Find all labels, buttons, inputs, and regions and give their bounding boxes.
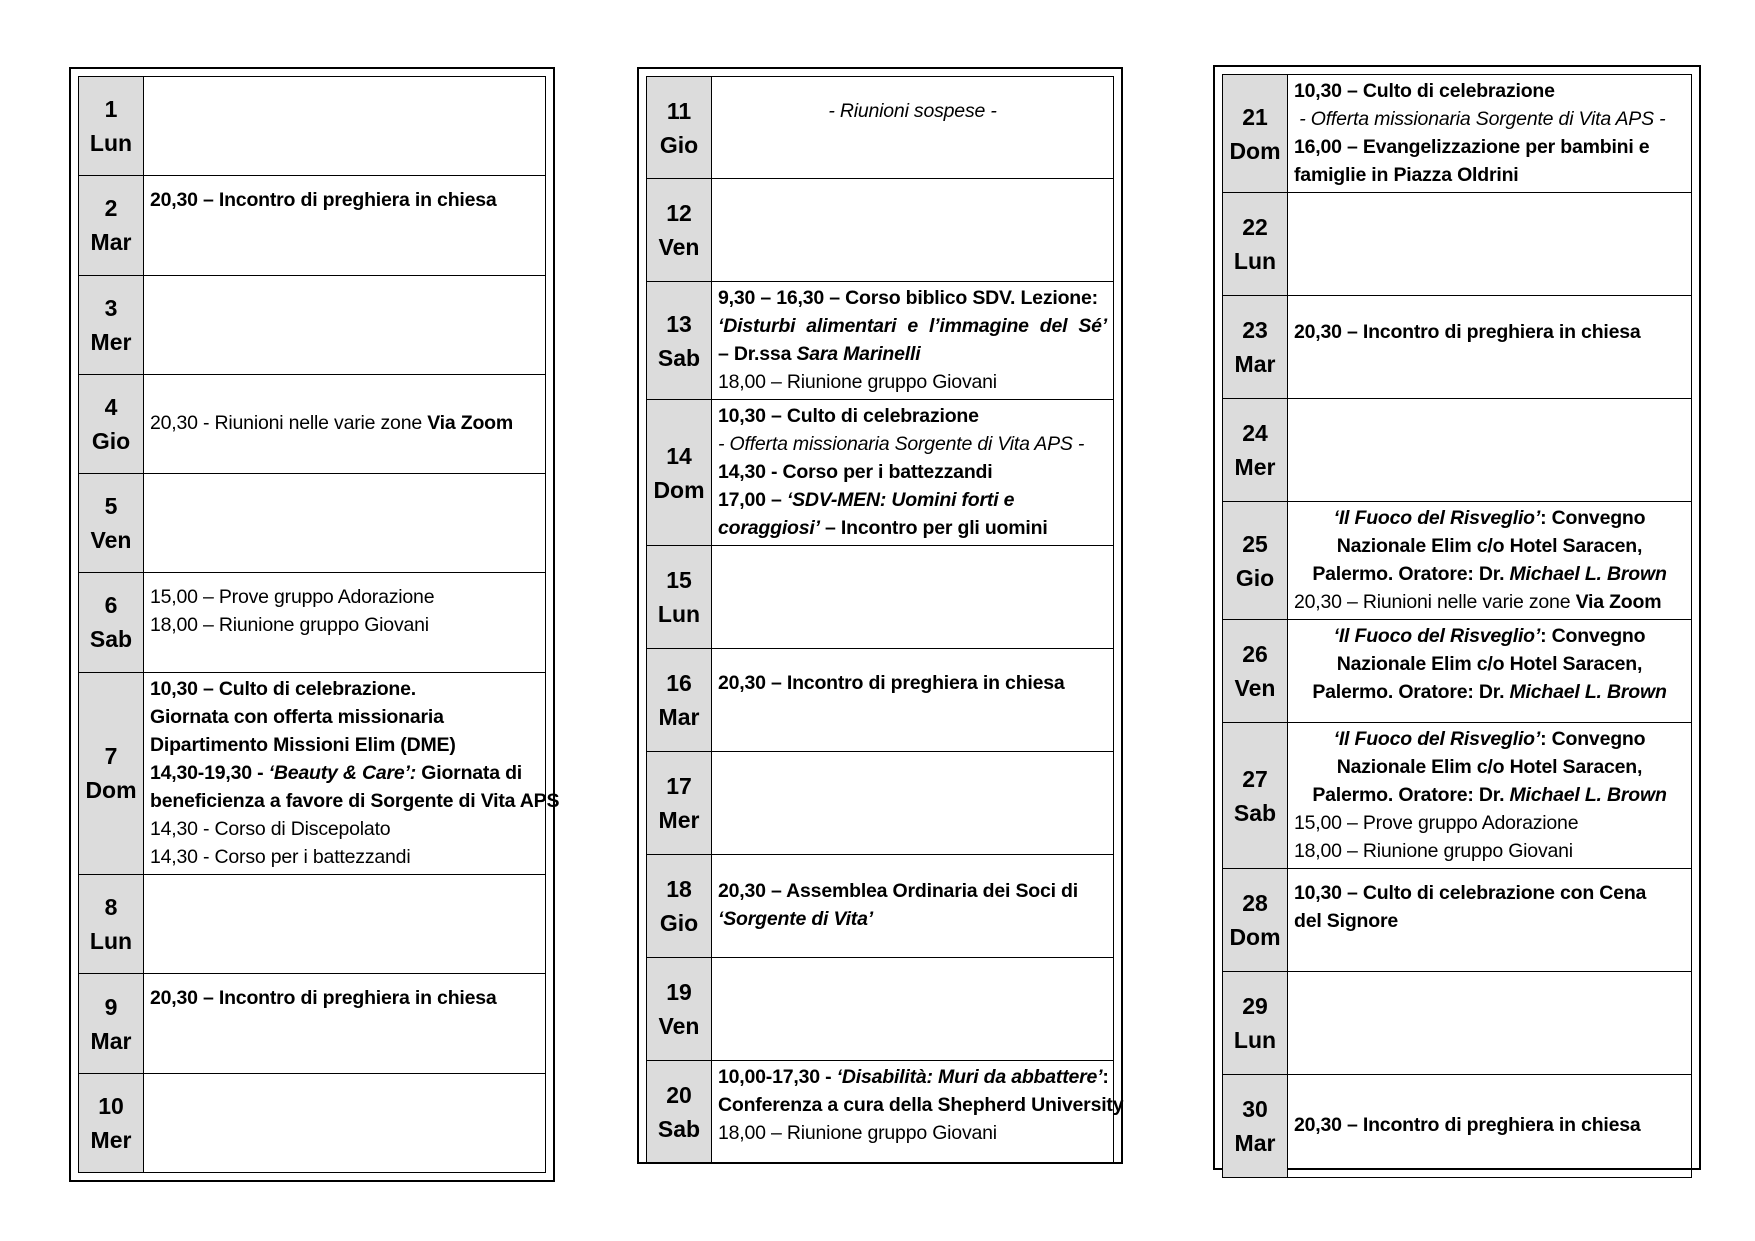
day-row	[79, 77, 546, 176]
event-line	[1294, 622, 1685, 650]
event-line: 15,00 – Prove gruppo Adorazione	[1294, 812, 1579, 834]
day-row	[647, 649, 1114, 752]
day-cell	[79, 672, 144, 875]
day-weekday: Lun	[89, 130, 133, 157]
day-row	[79, 1073, 546, 1172]
event-cell	[144, 974, 546, 1073]
day-weekday: Ven	[658, 1013, 700, 1039]
day-number: 24	[1242, 420, 1268, 446]
day-row	[1223, 502, 1692, 620]
day-number: 27	[1242, 765, 1268, 792]
day-cell	[1223, 620, 1288, 723]
day-cell	[647, 1061, 712, 1163]
day-weekday: Gio	[659, 131, 699, 158]
event-line: 18,00 – Riunione gruppo Giovani	[718, 1122, 997, 1144]
day-number: 12	[666, 200, 692, 226]
day-row	[1223, 723, 1692, 869]
day-weekday: Sab	[657, 344, 701, 371]
event-cell	[712, 179, 1114, 282]
event-line: 20,30 – Incontro di preghiera in chiesa	[1294, 1114, 1641, 1136]
day-row	[1223, 193, 1692, 296]
event-cell	[712, 546, 1114, 649]
day-weekday: Dom	[1229, 924, 1281, 950]
day-number: 21	[1242, 103, 1268, 130]
day-row	[647, 1061, 1114, 1163]
event-text: 20,30 – Riunioni nelle varie zone	[1294, 591, 1576, 613]
day-cell	[1223, 296, 1288, 399]
day-cell	[79, 1073, 144, 1172]
day-cell	[1223, 399, 1288, 502]
event-text-bold: Via Zoom	[427, 411, 514, 434]
event-line: ‘Sorgente di Vita’	[718, 908, 873, 930]
event-line: 9,30 – 16,30 – Corso biblico SDV. Lezione:	[718, 287, 1098, 309]
day-weekday: Mer	[90, 1126, 132, 1153]
day-number: 17	[666, 773, 692, 799]
day-number: 18	[666, 876, 692, 902]
day-row	[1223, 620, 1692, 723]
event-text-italic: ‘Beauty & Care’:	[268, 761, 417, 784]
day-weekday: Lun	[89, 928, 133, 955]
event-line: - Offerta missionaria Sorgente di Vita APS -	[718, 433, 1085, 455]
event-line	[1294, 560, 1685, 588]
day-number: 3	[104, 294, 118, 321]
event-line	[1294, 588, 1685, 616]
day-number: 15	[666, 567, 692, 593]
event-text-italic: ‘Il Fuoco del Risveglio’	[1333, 728, 1541, 750]
day-cell	[647, 400, 712, 546]
day-weekday: Mer	[1234, 454, 1276, 480]
event-line	[718, 1063, 1107, 1091]
event-line: 20,30 – Incontro di preghiera in chiesa	[150, 987, 497, 1010]
event-text: : Convegno	[1540, 728, 1646, 750]
event-cell	[1288, 296, 1692, 399]
day-number: 8	[104, 894, 118, 921]
day-cell	[79, 573, 144, 672]
event-cell	[144, 77, 546, 176]
day-cell	[647, 958, 712, 1061]
event-line: del Signore	[1294, 910, 1398, 932]
event-text: Palermo. Oratore: Dr.	[1312, 563, 1510, 585]
day-cell	[647, 752, 712, 855]
day-cell	[1223, 869, 1288, 972]
event-line: Dipartimento Missioni Elim (DME)	[150, 733, 456, 756]
event-text-italic: Michael L. Brown	[1509, 563, 1667, 585]
day-weekday: Gio	[1235, 564, 1275, 591]
event-line: 15,00 – Prove gruppo Adorazione	[150, 586, 435, 609]
event-line: Nazionale Elim c/o Hotel Saracen,	[1336, 653, 1643, 675]
event-text: 17,00 –	[718, 489, 787, 511]
event-text-italic: coraggiosi’	[718, 517, 820, 539]
event-line: 14,30 - Corso di Discepolato	[150, 817, 391, 840]
event-line: beneficienza a favore di Sorgente di Vita APS	[150, 789, 560, 812]
day-number: 30	[1242, 1096, 1268, 1122]
event-line: Conferenza a cura della Shepherd University	[718, 1094, 1124, 1116]
day-cell	[79, 374, 144, 473]
event-line: 16,00 – Evangelizzazione per bambini e	[1294, 136, 1650, 158]
event-line: 18,00 – Riunione gruppo Giovani	[718, 371, 997, 393]
event-text: – Incontro per gli uomini	[819, 517, 1048, 539]
day-cell	[647, 179, 712, 282]
day-number: 20	[666, 1081, 692, 1108]
event-line: 10,30 – Culto di celebrazione	[1294, 80, 1555, 102]
event-cell	[144, 474, 546, 573]
event-line	[718, 486, 1107, 514]
day-cell	[1223, 972, 1288, 1075]
day-number: 11	[666, 97, 692, 124]
event-cell	[144, 875, 546, 974]
event-text: 10,00-17,30 -	[718, 1066, 837, 1088]
event-line: famiglie in Piazza Oldrini	[1294, 164, 1519, 186]
day-weekday: Ven	[658, 234, 700, 260]
calendar-table-3	[1222, 74, 1692, 1178]
day-number: 7	[104, 743, 118, 770]
event-cell	[1288, 399, 1692, 502]
event-text: : Convegno	[1540, 507, 1646, 529]
day-number: 10	[98, 1092, 124, 1119]
day-cell	[647, 546, 712, 649]
event-line	[150, 409, 539, 437]
day-number: 25	[1242, 530, 1268, 557]
day-weekday: Gio	[659, 910, 699, 936]
day-cell	[647, 855, 712, 958]
event-cell	[144, 374, 546, 473]
event-line: 10,30 – Culto di celebrazione con Cena	[1294, 882, 1647, 904]
event-line: Nazionale Elim c/o Hotel Saracen,	[1336, 756, 1643, 778]
day-number: 16	[666, 670, 692, 696]
day-row	[1223, 972, 1692, 1075]
day-weekday: Mar	[658, 704, 700, 730]
day-row	[647, 855, 1114, 958]
event-line	[1294, 504, 1685, 532]
calendar-panel-1	[69, 67, 560, 1182]
day-cell	[79, 974, 144, 1073]
day-weekday: Ven	[90, 527, 132, 554]
event-cell	[712, 752, 1114, 855]
day-weekday: Mer	[658, 807, 700, 833]
day-number: 5	[104, 493, 118, 520]
day-row	[647, 752, 1114, 855]
day-weekday: Gio	[91, 427, 131, 454]
event-text: 20,30 - Riunioni nelle varie zone	[150, 411, 428, 434]
day-weekday: Sab	[657, 1115, 701, 1142]
event-text-italic: ‘Il Fuoco del Risveglio’	[1333, 625, 1541, 647]
day-cell	[79, 176, 144, 275]
day-weekday: Ven	[1234, 675, 1276, 701]
event-cell	[1288, 620, 1692, 723]
day-row	[1223, 1075, 1692, 1178]
event-text-italic: Michael L. Brown	[1509, 784, 1667, 806]
day-weekday: Mar	[90, 229, 132, 256]
event-line: - Riunioni sospese -	[828, 100, 997, 122]
day-number: 2	[104, 195, 118, 222]
event-line: 20,30 – Incontro di preghiera in chiesa	[718, 672, 1065, 694]
day-weekday: Sab	[1233, 799, 1277, 826]
day-weekday: Lun	[1233, 1027, 1277, 1053]
day-row	[647, 282, 1114, 400]
calendar-table-1	[78, 76, 560, 1173]
day-weekday: Mer	[90, 328, 132, 355]
event-cell	[1288, 869, 1692, 972]
day-row	[79, 875, 546, 974]
event-text-italic: ‘Disabilità: Muri da abbattere’	[836, 1066, 1103, 1088]
day-number: 9	[104, 993, 118, 1020]
day-cell	[79, 77, 144, 176]
event-line: 14,30 - Corso per i battezzandi	[718, 461, 993, 483]
calendar-panel-3	[1213, 65, 1701, 1170]
event-line: 18,00 – Riunione gruppo Giovani	[150, 614, 429, 637]
event-cell	[1288, 502, 1692, 620]
calendar-table-2	[646, 76, 1124, 1163]
day-row	[1223, 75, 1692, 193]
event-cell	[1288, 723, 1692, 869]
event-cell	[712, 1061, 1124, 1163]
event-line	[150, 759, 539, 787]
day-row	[79, 374, 546, 473]
event-line: Giornata con offerta missionaria	[150, 705, 444, 728]
day-weekday: Mar	[90, 1027, 132, 1054]
event-text: Palermo. Oratore: Dr.	[1312, 681, 1510, 703]
event-text-italic: Sara Marinelli	[796, 343, 921, 365]
day-cell	[1223, 193, 1288, 296]
calendar-panel-2	[637, 67, 1123, 1164]
day-row	[1223, 296, 1692, 399]
event-line	[718, 340, 1107, 368]
event-line: - Offerta missionaria Sorgente di Vita APS -	[1294, 108, 1666, 130]
event-text: 14,30-19,30 -	[150, 761, 269, 784]
day-weekday: Lun	[657, 601, 701, 627]
event-line	[1294, 725, 1685, 753]
day-cell	[1223, 75, 1288, 193]
day-number: 28	[1242, 890, 1268, 916]
day-row	[79, 672, 546, 875]
day-number: 29	[1242, 993, 1268, 1019]
event-cell	[712, 77, 1114, 179]
event-text-italic: ‘Il Fuoco del Risveglio’	[1333, 507, 1541, 529]
event-cell	[144, 672, 560, 875]
event-cell	[144, 1073, 546, 1172]
event-line	[718, 514, 1107, 542]
event-text-italic: ‘SDV-MEN: Uomini forti e	[786, 489, 1015, 511]
day-cell	[647, 77, 712, 179]
event-line	[1294, 781, 1685, 809]
event-line: 10,30 – Culto di celebrazione	[718, 405, 979, 427]
event-cell	[1288, 972, 1692, 1075]
event-line: 20,30 – Incontro di preghiera in chiesa	[1294, 321, 1641, 343]
event-cell	[1288, 75, 1692, 193]
event-text: Palermo. Oratore: Dr.	[1312, 784, 1510, 806]
day-cell	[1223, 502, 1288, 620]
day-number: 23	[1242, 317, 1268, 343]
day-row	[79, 275, 546, 374]
day-cell	[79, 474, 144, 573]
day-number: 13	[666, 310, 692, 337]
day-weekday: Sab	[89, 626, 133, 653]
day-number: 22	[1242, 214, 1268, 240]
day-weekday: Dom	[653, 476, 705, 503]
day-row	[1223, 869, 1692, 972]
event-text-italic: Michael L. Brown	[1509, 681, 1667, 703]
day-row	[647, 77, 1114, 179]
event-line: 18,00 – Riunione gruppo Giovani	[1294, 840, 1573, 862]
day-weekday: Mar	[1234, 351, 1276, 377]
day-cell	[79, 275, 144, 374]
day-weekday: Mar	[1234, 1130, 1276, 1156]
day-row	[1223, 399, 1692, 502]
day-row	[647, 958, 1114, 1061]
day-row	[647, 400, 1114, 546]
event-text: : Convegno	[1540, 625, 1646, 647]
event-text: :	[1102, 1066, 1109, 1088]
event-line: 20,30 – Incontro di preghiera in chiesa	[150, 189, 497, 212]
event-line: ‘Disturbi alimentari e l’immagine del Sé’	[718, 315, 1107, 337]
event-line: 14,30 - Corso per i battezzandi	[150, 845, 411, 868]
event-cell	[712, 400, 1114, 546]
day-weekday: Dom	[85, 777, 137, 804]
event-cell	[712, 282, 1114, 400]
day-number: 26	[1242, 641, 1268, 667]
day-cell	[647, 282, 712, 400]
day-cell	[1223, 723, 1288, 869]
event-line: 10,30 – Culto di celebrazione.	[150, 677, 417, 700]
day-weekday: Lun	[1233, 248, 1277, 274]
day-number: 14	[666, 442, 692, 469]
event-cell	[144, 176, 546, 275]
day-row	[79, 474, 546, 573]
day-row	[79, 176, 546, 275]
day-row	[647, 179, 1114, 282]
event-cell	[712, 855, 1114, 958]
day-cell	[647, 649, 712, 752]
day-row	[79, 573, 546, 672]
event-cell	[144, 573, 546, 672]
event-text: Giornata di	[416, 761, 523, 784]
day-row	[647, 546, 1114, 649]
day-row	[79, 974, 546, 1073]
event-line: 20,30 – Assemblea Ordinaria dei Soci di	[718, 880, 1078, 902]
day-weekday: Dom	[1229, 137, 1281, 164]
event-cell	[144, 275, 546, 374]
day-number: 1	[104, 96, 118, 123]
event-text-bold: Via Zoom	[1575, 591, 1662, 613]
event-cell	[1288, 1075, 1692, 1178]
day-number: 4	[104, 393, 118, 420]
day-number: 6	[104, 592, 118, 619]
event-line: Nazionale Elim c/o Hotel Saracen,	[1336, 535, 1643, 557]
event-cell	[1288, 193, 1692, 296]
event-cell	[712, 958, 1114, 1061]
event-line	[1294, 678, 1685, 706]
event-text: – Dr.ssa	[718, 343, 797, 365]
day-cell	[79, 875, 144, 974]
event-cell	[712, 649, 1114, 752]
day-cell	[1223, 1075, 1288, 1178]
day-number: 19	[666, 979, 692, 1005]
